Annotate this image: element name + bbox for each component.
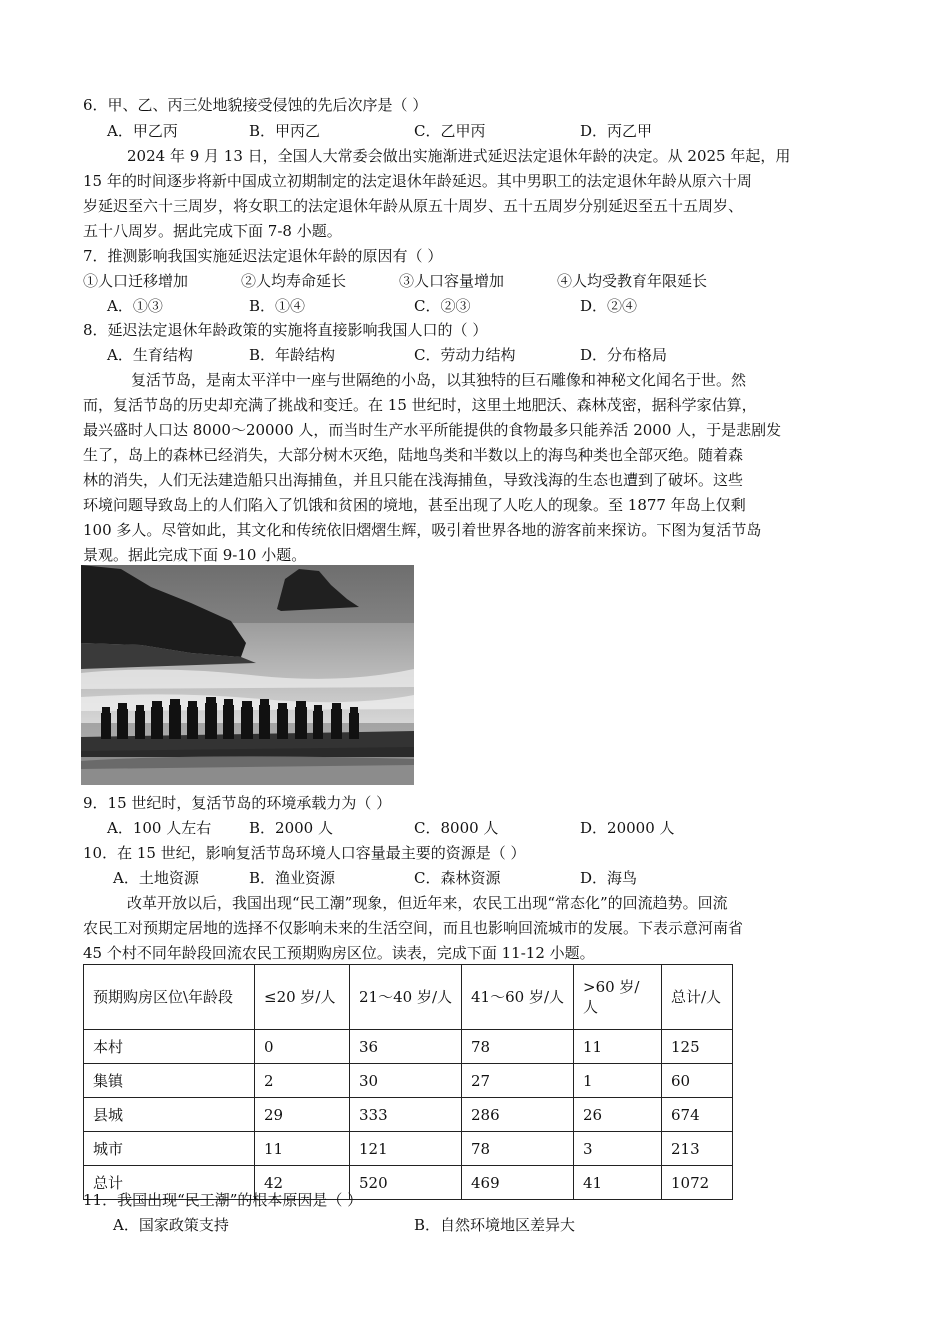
- table-cell: 3: [574, 1132, 662, 1166]
- q8-option-d: D．分布格局: [580, 346, 668, 364]
- q7-item-1: ①人口迁移增加: [83, 272, 189, 290]
- table-cell: 集镇: [84, 1064, 255, 1098]
- table-cell: 11: [574, 1030, 662, 1064]
- table-cell: 1: [574, 1064, 662, 1098]
- table-cell: 总计: [84, 1166, 255, 1200]
- q11-stem: 11．我国出现“民工潮”的根本原因是（ ）: [83, 1191, 363, 1209]
- q6-option-b: B．甲丙乙: [249, 122, 321, 140]
- q10-option-b: B．渔业资源: [249, 869, 336, 887]
- table-cell: 2: [255, 1064, 350, 1098]
- table-header-cell: ≤20 岁/人: [255, 965, 350, 1030]
- table-header-cell: 41～60 岁/人: [462, 965, 574, 1030]
- q8-option-c: C．劳动力结构: [414, 346, 516, 364]
- passage2-line: 而，复活节岛的历史却充满了挑战和变迁。在 15 世纪时，这里土地肥沃、森林茂密，据科学家估算，: [83, 396, 757, 414]
- table-cell: 1072: [662, 1166, 733, 1200]
- passage2-line: 林的消失，人们无法建造船只出海捕鱼，并且只能在浅海捕鱼，导致浅海的生态也遭到了破坏。这些: [83, 471, 744, 489]
- table-cell: 36: [350, 1030, 462, 1064]
- q9-option-d: D．20000 人: [580, 819, 675, 837]
- q7-item-4: ④人均受教育年限延长: [557, 272, 708, 290]
- table-row: [84, 1098, 733, 1132]
- table-cell: 520: [350, 1166, 462, 1200]
- passage2-line: 最兴盛时人口达 8000～20000 人，而当时生产水平所能提供的食物最多只能养活 2000 人，于是悲剧发: [83, 421, 782, 439]
- table-cell: 30: [350, 1064, 462, 1098]
- table-row: [84, 1064, 733, 1098]
- q9-option-a: A．100 人左右: [107, 819, 212, 837]
- q10-stem: 10．在 15 世纪，影响复活节岛环境人口容量最主要的资源是（ ）: [83, 844, 526, 862]
- q7-item-3: ③人口容量增加: [399, 272, 505, 290]
- table-cell: 本村: [84, 1030, 255, 1064]
- q8-option-b: B．年龄结构: [249, 346, 336, 364]
- table-cell: 121: [350, 1132, 462, 1166]
- passage3-line: 农民工对预期定居地的选择不仅影响未来的生活空间，而且也影响回流城市的发展。下表示意河南省: [83, 919, 744, 937]
- easter-island-photo: [81, 565, 414, 785]
- q9-option-c: C．8000 人: [414, 819, 499, 837]
- passage2-line: 100 多人。尽管如此，其文化和传统依旧熠熠生辉，吸引着世界各地的游客前来探访。下图为复活节岛: [83, 521, 762, 539]
- table-header-row: [84, 965, 733, 1030]
- passage2-line: 环境问题导致岛上的人们陷入了饥饿和贫困的境地，甚至出现了人吃人的现象。至 1877 年岛上仅剩: [83, 496, 746, 514]
- table-cell: 674: [662, 1098, 733, 1132]
- passage1-line: 五十八周岁。据此完成下面 7-8 小题。: [83, 222, 342, 240]
- q7-option-a: A．①③: [107, 297, 163, 315]
- table-cell: 213: [662, 1132, 733, 1166]
- q9-option-b: B．2000 人: [249, 819, 333, 837]
- passage2-line: 生了，岛上的森林已经消失，大部分树木灭绝，陆地鸟类和半数以上的海鸟种类也全部灭绝。随着森: [83, 446, 744, 464]
- table-cell: 27: [462, 1064, 574, 1098]
- q7-option-d: D．②④: [580, 297, 638, 315]
- table-cell: 0: [255, 1030, 350, 1064]
- table-cell: 333: [350, 1098, 462, 1132]
- table-header-cell: 总计/人: [662, 965, 733, 1030]
- table-cell: 11: [255, 1132, 350, 1166]
- q9-stem: 9．15 世纪时，复活节岛的环境承载力为（ ）: [83, 794, 392, 812]
- table-cell: 286: [462, 1098, 574, 1132]
- table-header-cell: >60 岁/人: [574, 965, 662, 1030]
- table-cell: 78: [462, 1030, 574, 1064]
- passage2-line: 景观。据此完成下面 9-10 小题。: [83, 546, 307, 564]
- q6-option-a: A．甲乙丙: [107, 122, 178, 140]
- table-header-cell: 预期购房区位\年龄段: [84, 965, 255, 1030]
- passage1-line: 岁延迟至六十三周岁，将女职工的法定退休年龄从原五十周岁、五十五周岁分别延迟至五十五周岁、: [83, 197, 744, 215]
- q8-option-a: A．生育结构: [107, 346, 193, 364]
- q10-option-c: C．森林资源: [414, 869, 501, 887]
- passage3-line: 改革开放以后，我国出现“民工潮”现象，但近年来，农民工出现“常态化”的回流趋势。回流: [127, 894, 728, 912]
- q6-option-d: D．丙乙甲: [580, 122, 653, 140]
- table-cell: 29: [255, 1098, 350, 1132]
- passage2-line: 复活节岛，是南太平洋中一座与世隔绝的小岛，以其独特的巨石雕像和神秘文化闻名于世。然: [131, 371, 747, 389]
- table-cell: 42: [255, 1166, 350, 1200]
- passage3-line: 45 个村不同年龄段回流农民工预期购房区位。读表，完成下面 11-12 小题。: [83, 944, 595, 962]
- q11-option-b: B．自然环境地区差异大: [414, 1216, 576, 1234]
- q7-option-b: B．①④: [249, 297, 306, 315]
- table-cell: 60: [662, 1064, 733, 1098]
- q7-item-2: ②人均寿命延长: [241, 272, 347, 290]
- q6-option-c: C．乙甲丙: [414, 122, 486, 140]
- housing-location-table: [83, 964, 733, 1200]
- table-cell: 41: [574, 1166, 662, 1200]
- table-cell: 城市: [84, 1132, 255, 1166]
- q6-stem: 6．甲、乙、丙三处地貌接受侵蚀的先后次序是（ ）: [83, 96, 428, 114]
- table-cell: 78: [462, 1132, 574, 1166]
- table-header-cell: 21～40 岁/人: [350, 965, 462, 1030]
- table-row: [84, 1132, 733, 1166]
- table-row: [84, 1030, 733, 1064]
- q7-stem: 7．推测影响我国实施延迟法定退休年龄的原因有（ ）: [83, 247, 443, 265]
- table-cell: 县城: [84, 1098, 255, 1132]
- q10-option-d: D．海鸟: [580, 869, 638, 887]
- q8-stem: 8．延迟法定退休年龄政策的实施将直接影响我国人口的（ ）: [83, 321, 488, 339]
- q7-option-c: C．②③: [414, 297, 471, 315]
- table-cell: 469: [462, 1166, 574, 1200]
- q10-option-a: A．土地资源: [113, 869, 199, 887]
- passage1-line: 2024 年 9 月 13 日，全国人大常委会做出实施渐进式延迟法定退休年龄的决定。从 2025 年起，用: [127, 147, 791, 165]
- passage1-line: 15 年的时间逐步将新中国成立初期制定的法定退休年龄延迟。其中男职工的法定退休年龄从原六十周: [83, 172, 752, 190]
- table-cell: 125: [662, 1030, 733, 1064]
- q11-option-a: A．国家政策支持: [113, 1216, 229, 1234]
- table-cell: 26: [574, 1098, 662, 1132]
